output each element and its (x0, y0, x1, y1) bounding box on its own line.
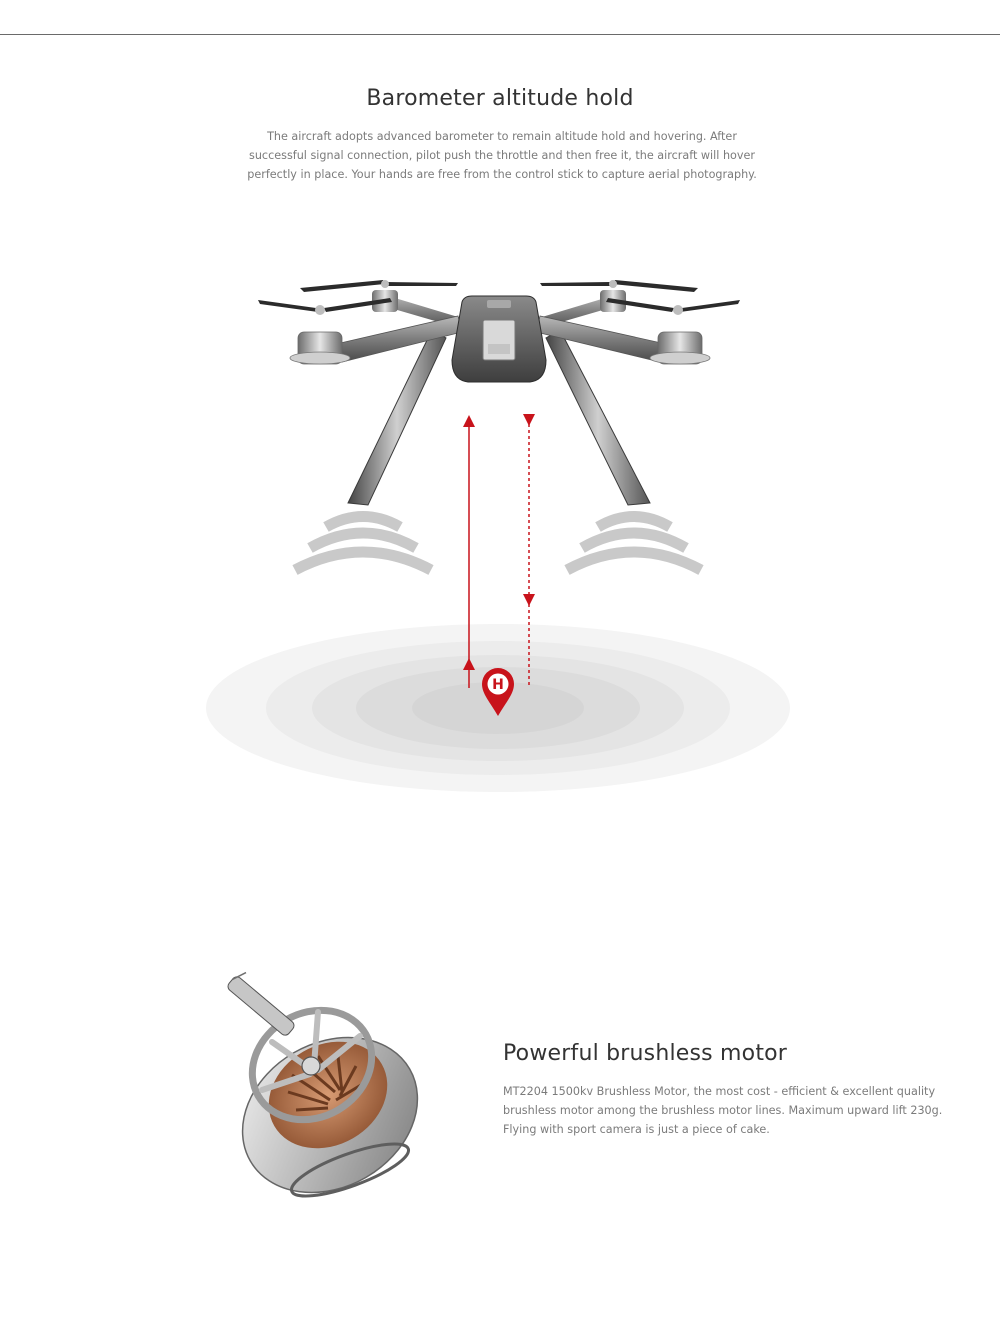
brushless-motor-icon (200, 970, 450, 1210)
motor-section-title: Powerful brushless motor (503, 1041, 788, 1066)
home-marker-label: H (492, 677, 504, 693)
barometer-section-title: Barometer altitude hold (366, 86, 634, 111)
motor-section-description: MT2204 1500kv Brushless Motor, the most cost - efficient & excellent quality brushless motor among the brushless motor lines. Maximum upward lift 230g. Flying with sport camera is just a piece of cake. (503, 1085, 943, 1136)
top-divider (0, 34, 1000, 35)
altitude-hold-illustration (200, 250, 800, 810)
signal-waves-icon (295, 517, 701, 571)
barometer-section-description: The aircraft adopts advanced barometer to remain altitude hold and hovering. After successful signal connection, pilot push the throttle and then free it, the aircraft will hover perfectly in place. Your hands are free from the control stick to capture aerial photography. (247, 130, 757, 181)
drone-icon (258, 280, 740, 505)
